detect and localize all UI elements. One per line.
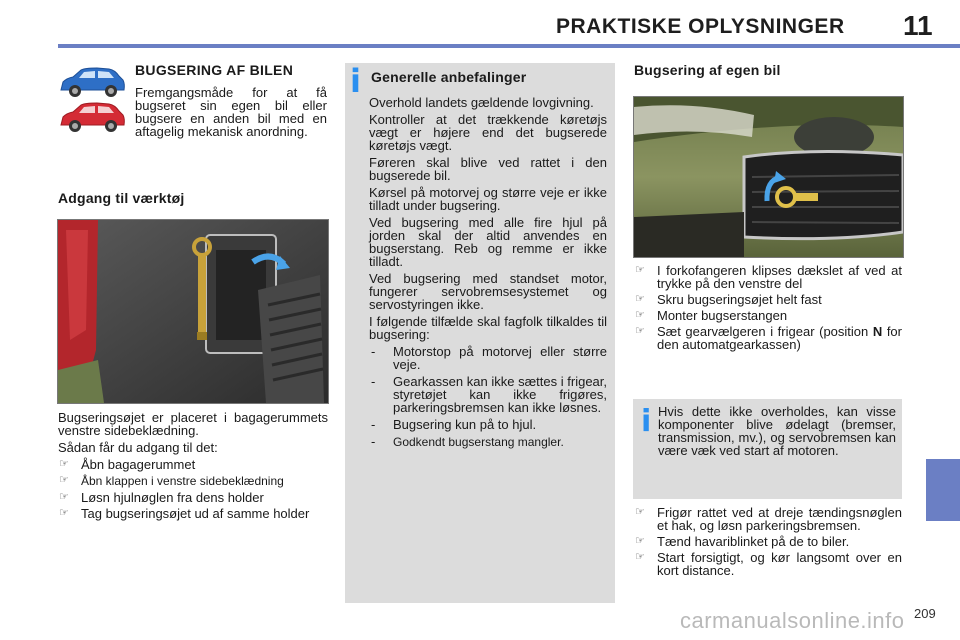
left-body (58, 411, 328, 523)
list-item: ☞ I forkofangeren klipses dækslet af ved at trykke på den venstre del (635, 263, 902, 291)
list-item: ☞ Sæt gearvælgeren i frigear (position N for den automatgearkassen) (635, 324, 902, 352)
paragraph: Kontroller at det trækkende køretøjs vægt er højere end det bugserede køretøjs vægt. (369, 112, 607, 153)
warning-note (658, 405, 896, 461)
list-item: ☞ Frigør rattet ved at dreje tændingsnøglen et hak, og løsn parkeringsbremsen. (635, 505, 902, 533)
access-steps-list (58, 458, 328, 520)
page-number: 209 (914, 606, 936, 621)
chapter-number: 11 (903, 10, 933, 41)
pointing-hand-icon: ☞ (59, 491, 69, 503)
info-icon: i (350, 62, 361, 100)
pointing-hand-icon: ☞ (635, 535, 645, 547)
pointing-hand-icon: ☞ (635, 551, 645, 563)
right-steps-2 (634, 506, 902, 580)
front-bumper-photo (633, 96, 904, 258)
section-title-tool-access: Adgang til værktøj (58, 190, 185, 206)
professional-cases-list (369, 345, 607, 449)
pointing-hand-icon: ☞ (59, 507, 69, 519)
pointing-hand-icon: ☞ (59, 474, 69, 486)
warning-note-text: Hvis dette ikke overholdes, kan visse komponenter blive ødelagt (bremser, transmission, mv.), og servobremsen kan være væk ved start af motoren. (658, 404, 896, 458)
blue-car-icon (57, 66, 127, 100)
pointing-hand-icon: ☞ (59, 458, 69, 470)
recommendations-title: Generelle anbefalinger (371, 69, 527, 85)
list-item: - Gearkassen kan ikke sættes i frigear, styretøjet kan ikke frigøres, parkeringsbremsen kan ikke løsnes. (371, 374, 607, 415)
paragraph: Føreren skal blive ved rattet i den bugserede bil. (369, 155, 607, 183)
tow-eye-location-text: Bugseringsøjet er placeret i bagagerummets venstre sidebeklædning. (58, 410, 328, 438)
list-item: - Motorstop på motorvej eller større veje. (371, 344, 607, 372)
paragraph: I følgende tilfælde skal fagfolk tilkaldes til bugsering: (369, 314, 607, 342)
red-car-icon (57, 101, 127, 135)
list-item: ☞ Åbn bagagerummet (59, 457, 196, 472)
pointing-hand-icon: ☞ (635, 309, 645, 321)
header-rule (58, 44, 960, 48)
paragraph: Kørsel på motorvej og større veje er ikke tilladt under bugsering. (369, 185, 607, 213)
list-item: ☞ Monter bugserstangen (635, 308, 788, 323)
list-item: ☞ Start forsigtigt, og kør langsomt over en kort distance. (635, 550, 902, 578)
paragraph: Ved bugsering med standset motor, fungerer servobremsesystemet og servostyringen ikke. (369, 271, 607, 312)
list-item: ☞ Åbn klappen i venstre sidebeklædning (59, 474, 284, 488)
list-item: ☞ Løsn hjulnøglen fra dens holder (59, 490, 264, 505)
intro-text: Fremgangsmåde for at få bugseret sin egen bil eller bugsere en anden bil med en aftagelig mekanisk anordning. (135, 85, 327, 139)
section-title-towing: BUGSERING AF BILEN (135, 62, 294, 78)
list-item: ☞ Tænd havariblinket på de to biler. (635, 534, 850, 549)
list-item: ☞ Tag bugseringsøjet ud af samme holder (59, 506, 310, 521)
info-icon: i (641, 404, 652, 439)
page-header-title: PRAKTISKE OPLYSNINGER (556, 15, 845, 38)
watermark: carmanualsonline.info (680, 608, 905, 633)
list-item: - Bugsering kun på to hjul. (371, 417, 537, 432)
paragraph: Ved bugsering med alle fire hjul på jorden skal der altid anvendes en bugserstang. Reb og remme er ikke tilladt. (369, 215, 607, 269)
list-item: - Godkendt bugserstang mangler. (371, 434, 564, 449)
right-steps-1 (634, 264, 902, 354)
pointing-hand-icon: ☞ (635, 506, 645, 518)
access-intro-text: Sådan får du adgang til det: (58, 440, 218, 455)
towing-steps-list (634, 264, 902, 351)
list-item: ☞ Skru bugseringsøjet helt fast (635, 292, 822, 307)
towing-steps-list-2 (634, 506, 902, 577)
recommendations-body (369, 96, 607, 453)
chapter-tab (926, 459, 960, 521)
trunk-photo (57, 219, 329, 404)
pointing-hand-icon: ☞ (635, 264, 645, 276)
pointing-hand-icon: ☞ (635, 325, 645, 337)
pointing-hand-icon: ☞ (635, 293, 645, 305)
own-car-towing-title: Bugsering af egen bil (634, 62, 781, 78)
paragraph: Overhold landets gældende lovgivning. (369, 95, 594, 110)
